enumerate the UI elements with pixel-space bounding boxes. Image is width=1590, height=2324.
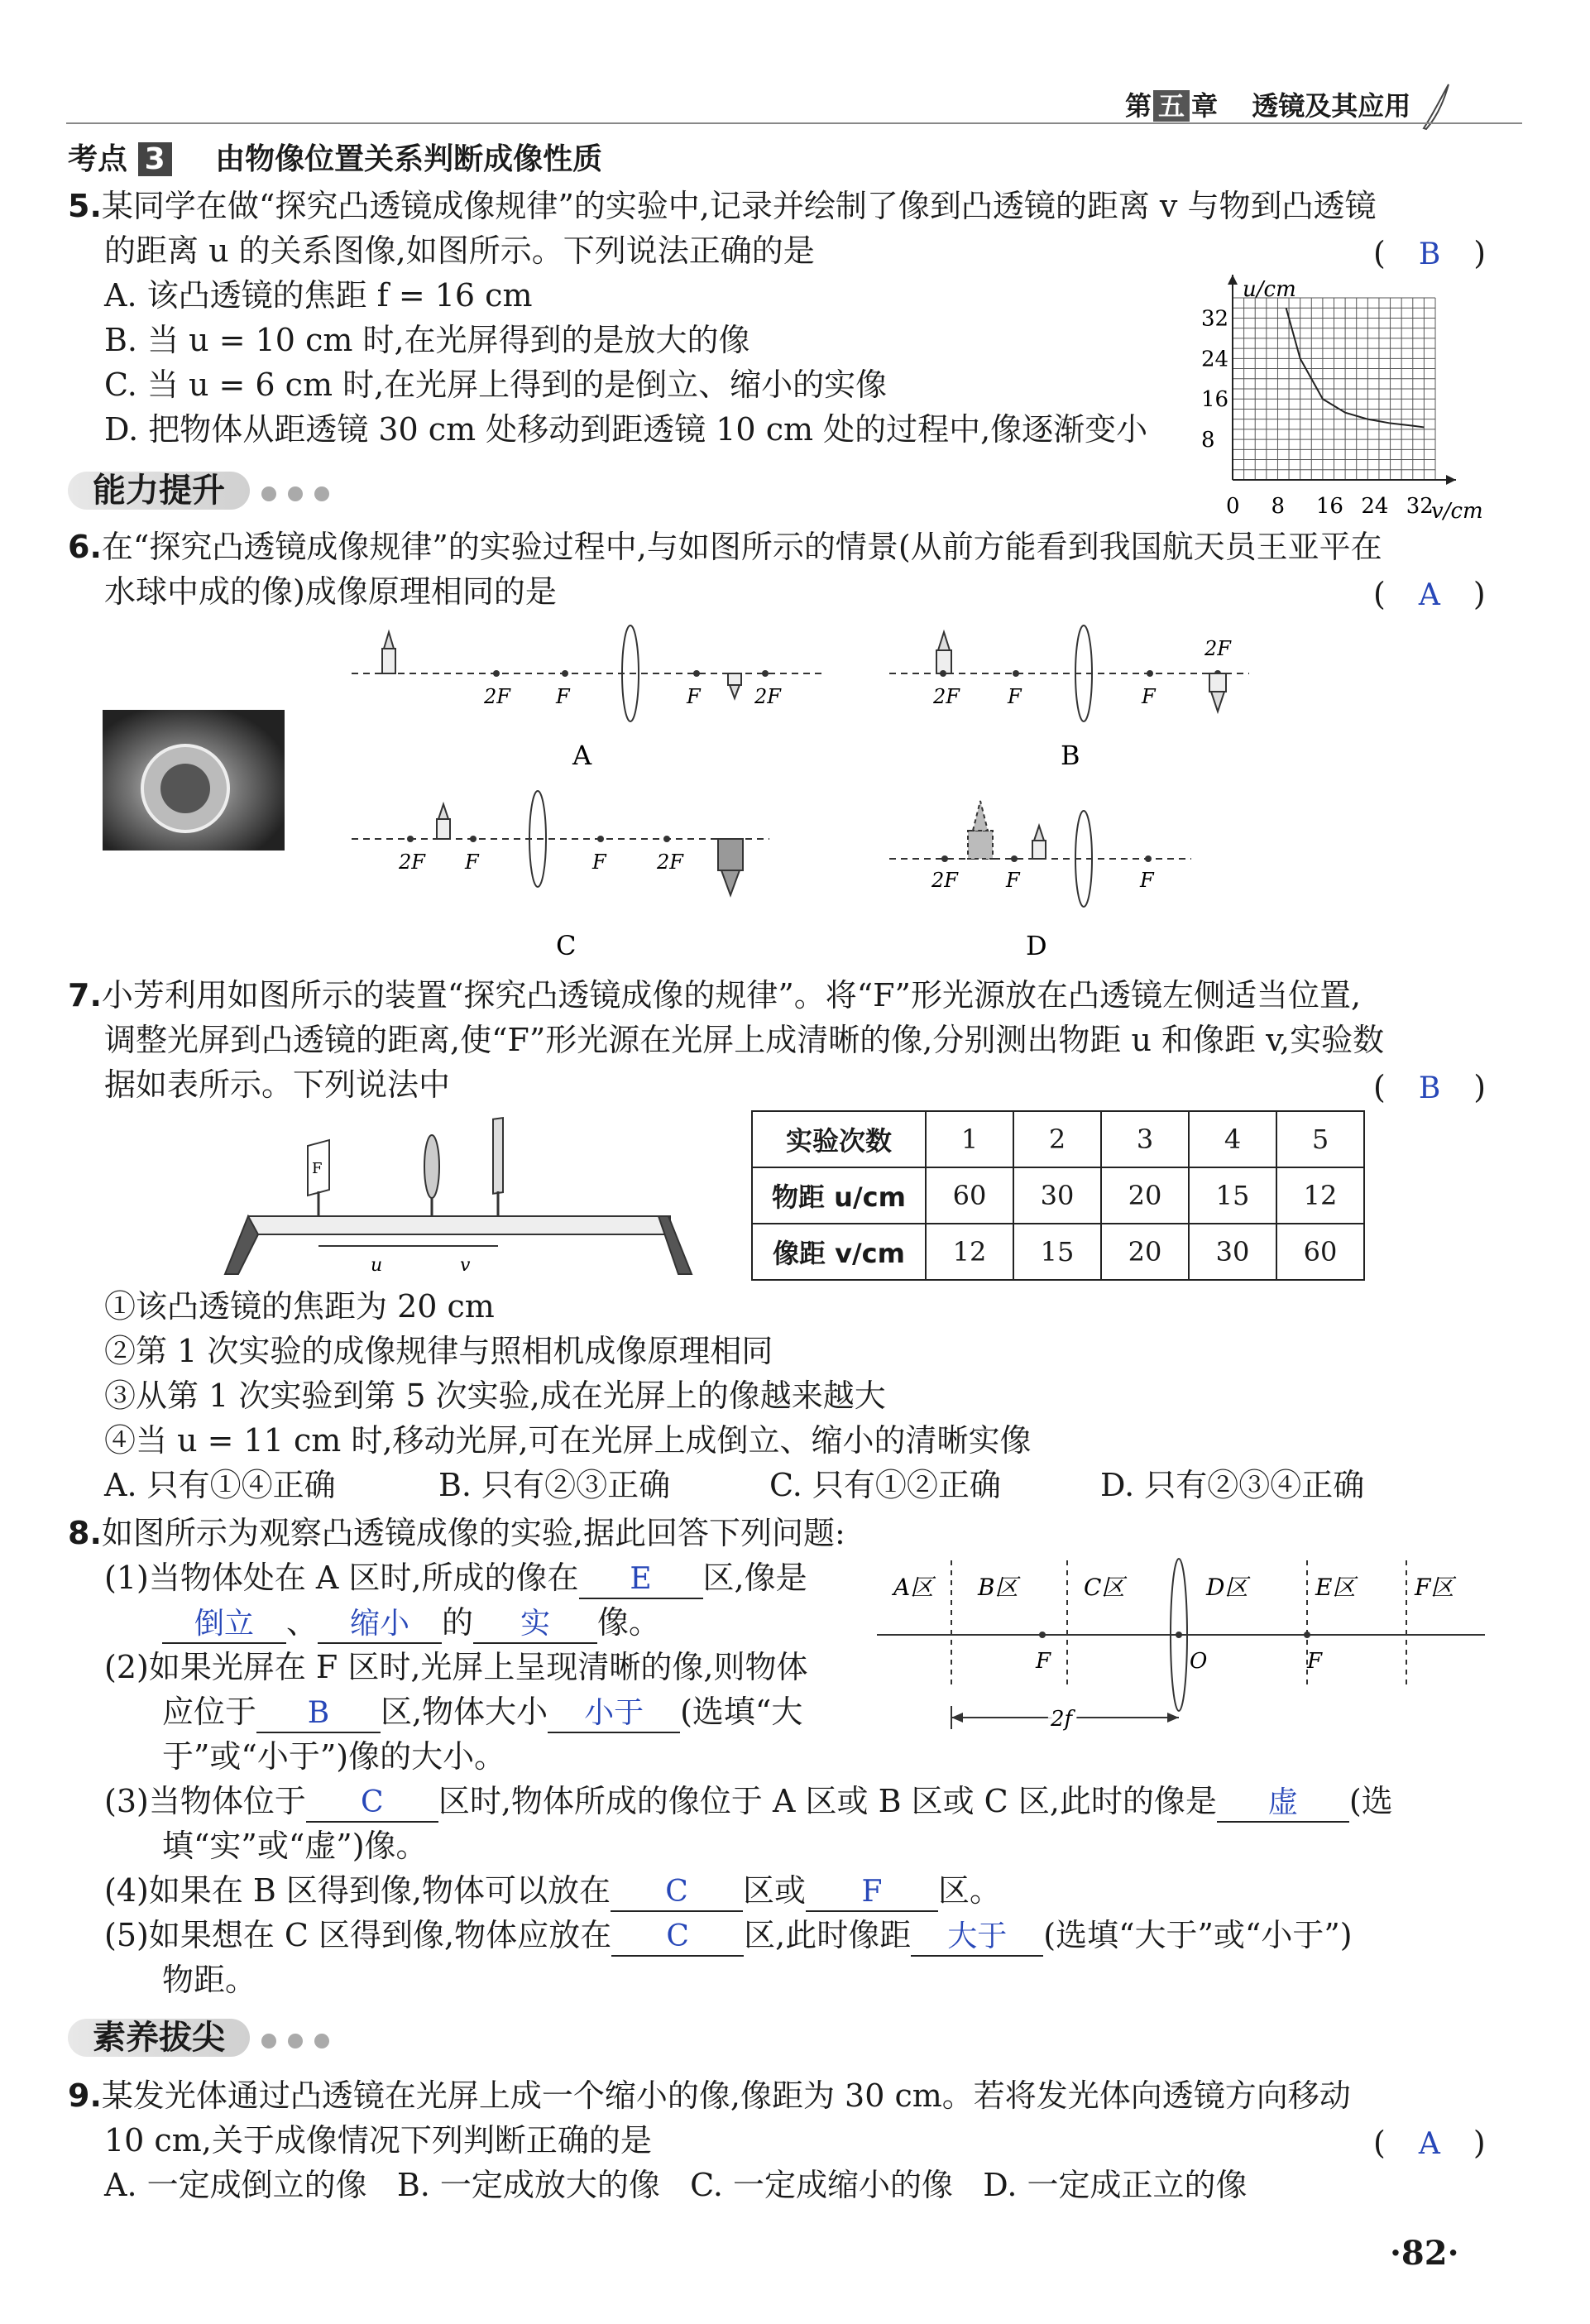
label-2f: 2F	[931, 869, 958, 892]
q8-part2-line2	[162, 1689, 802, 1734]
zone-label: A区	[893, 1574, 934, 1601]
q8-stem	[68, 1511, 845, 1555]
chart-xlabel: v/cm	[1431, 499, 1483, 521]
q6-answer-value: A	[1418, 578, 1440, 612]
ability-label: 能力提升	[68, 472, 250, 510]
chapter-suffix: 章	[1191, 90, 1219, 122]
section-label: 考点	[68, 142, 128, 176]
table-cell: 像距 v/cm	[752, 1224, 926, 1280]
y-tick-label: 32	[1201, 306, 1229, 332]
label-2f: 2F	[754, 685, 781, 708]
label-f: F	[556, 685, 570, 708]
q7-text1: 小芳利用如图所示的装置“探究凸透镜成像的规律”。将“F”形光源放在凸透镜左侧适当位置,	[101, 977, 1362, 1013]
section-ability	[68, 465, 329, 516]
header-rule	[66, 122, 1522, 124]
diagram-label-a: A	[572, 740, 592, 771]
q7-data-table	[751, 1110, 1365, 1281]
q9-answer: ( A )	[1373, 2125, 1486, 2161]
chart-ylabel: u/cm	[1243, 277, 1296, 302]
label-2f: 2F	[484, 685, 510, 708]
optical-bench	[215, 1109, 695, 1291]
q8-p1-text: 、	[286, 1604, 318, 1641]
zone-label: D区	[1206, 1574, 1248, 1601]
zone-label: F区	[1415, 1574, 1454, 1601]
label-f: F	[1036, 1649, 1051, 1674]
q5-answer: ( B )	[1373, 235, 1487, 271]
q7-statement-4: ④当 u = 11 cm 时,移动光屏,可在光屏上成倒立、缩小的清晰实像	[104, 1422, 1032, 1459]
q8-p2-text: (选填“大	[680, 1694, 803, 1730]
zone-label: B区	[978, 1574, 1018, 1601]
q5-option-c: C. 当 u = 6 cm 时,在光屏上得到的是倒立、缩小的实像	[104, 367, 888, 403]
q7-option-c: C. 只有①②正确	[769, 1467, 1001, 1503]
q5-option-a: A. 该凸透镜的焦距 f = 16 cm	[104, 277, 533, 314]
zone-label: C区	[1084, 1574, 1125, 1601]
q6-diagram-d	[885, 788, 1200, 970]
dot-icon	[288, 2034, 303, 2048]
q6-line2: 水球中成的像)成像原理相同的是	[104, 573, 557, 610]
q8-p2-text: 应位于	[162, 1694, 257, 1730]
q6-diagram-a	[347, 622, 827, 779]
q9-answer-value: A	[1418, 2127, 1440, 2161]
chapter-header	[1125, 83, 1453, 132]
quality-label: 素养拔尖	[68, 2019, 250, 2057]
x-tick-label: 16	[1315, 494, 1343, 519]
q9-text1: 某发光体通过凸透镜在光屏上成一个缩小的像,像距为 30 cm。若将发光体向透镜方向移动	[101, 2077, 1351, 2114]
q6-line1	[68, 525, 1382, 569]
q7-answer: ( B )	[1373, 1069, 1487, 1105]
q8-part2-line1: (2)如果光屏在 F 区时,光屏上呈现清晰的像,则物体	[104, 1649, 808, 1685]
label-u: u	[371, 1255, 383, 1276]
label-v: v	[460, 1255, 471, 1276]
q7-statement-3: ③从第 1 次实验到第 5 次实验,成在光屏上的像越来越大	[104, 1378, 886, 1414]
answer-blank: 倒立	[162, 1606, 286, 1644]
table-cell: 20	[1101, 1224, 1189, 1280]
answer-blank: 缩小	[318, 1606, 442, 1644]
q7-option-d: D. 只有②③④正确	[1100, 1467, 1365, 1503]
label-2f: 2F	[1204, 637, 1231, 660]
table-row	[752, 1111, 1364, 1167]
q8-part4	[104, 1868, 1001, 1913]
q8-number: 8.	[68, 1515, 102, 1551]
q5-line2: 的距离 u 的关系图像,如图所示。下列说法正确的是	[104, 232, 815, 269]
answer-blank: C	[306, 1785, 438, 1823]
q8-part3-line2: 填“实”或“虚”)像。	[162, 1828, 428, 1864]
q5-number: 5.	[68, 188, 102, 224]
label-2f: 2F	[399, 851, 425, 874]
answer-blank: E	[579, 1561, 703, 1599]
q6-text1: 在“探究凸透镜成像规律”的实验过程中,与如图所示的情景(从前方能看到我国航天员王亚平在	[101, 529, 1382, 565]
answer-blank: C	[611, 1874, 743, 1912]
table-cell: 2	[1013, 1111, 1101, 1167]
q9-options: A. 一定成倒立的像 B. 一定成放大的像 C. 一定成缩小的像 D. 一定成正立的像	[104, 2167, 1248, 2203]
f-light-source: F	[312, 1160, 323, 1177]
answer-blank: 实	[473, 1606, 597, 1644]
q8-p3-text: 区时,物体所成的像位于 A 区或 B 区或 C 区,此时的像是	[438, 1783, 1217, 1819]
q8-part2-line3: 于”或“小于”)像的大小。	[162, 1738, 506, 1775]
label-f: F	[1006, 869, 1020, 892]
chapter-number: 五	[1153, 90, 1190, 122]
y-tick-label: 16	[1201, 387, 1229, 413]
table-cell: 30	[1189, 1224, 1276, 1280]
table-cell: 1	[926, 1111, 1013, 1167]
x-tick-label: 0	[1226, 494, 1240, 519]
q8-p1-text: 的	[442, 1604, 474, 1641]
q6-answer: ( A )	[1373, 576, 1486, 612]
q9-number: 9.	[68, 2077, 102, 2114]
q8-part1-line2	[162, 1600, 660, 1645]
y-tick-label: 8	[1201, 428, 1215, 453]
y-axis-arrow	[1228, 275, 1238, 285]
diagram-label-b: B	[1061, 740, 1080, 771]
label-f: F	[465, 851, 479, 874]
q8-p1-text: (1)当物体处在 A 区时,所成的像在	[104, 1560, 579, 1596]
label-2f: 2F	[933, 685, 960, 708]
q6-number: 6.	[68, 529, 102, 565]
q7-option-b: B. 只有②③正确	[438, 1467, 671, 1503]
table-cell: 15	[1189, 1167, 1276, 1224]
q8-p2-text: 区,物体大小	[381, 1694, 548, 1730]
label-o: O	[1190, 1649, 1208, 1674]
x-tick-label: 32	[1406, 494, 1434, 519]
page-number: ·82·	[1390, 2234, 1459, 2273]
q8-part3-line1	[104, 1779, 1393, 1823]
q8-stem-text: 如图所示为观察凸透镜成像的实验,据此回答下列问题:	[101, 1515, 845, 1551]
table-cell: 实验次数	[752, 1111, 926, 1167]
table-cell: 12	[1276, 1167, 1364, 1224]
q8-zone-diagram	[877, 1552, 1489, 1742]
answer-blank: 虚	[1217, 1785, 1349, 1823]
table-cell: 3	[1101, 1111, 1189, 1167]
q6-diagram-b	[885, 622, 1257, 779]
table-cell: 5	[1276, 1111, 1364, 1167]
section-title: 由物像位置关系判断成像性质	[215, 142, 603, 176]
q8-p3-text: (3)当物体位于	[104, 1783, 306, 1819]
q5-line1	[68, 184, 1376, 228]
q8-p5-text: (5)如果想在 C 区得到像,物体应放在	[104, 1917, 612, 1953]
q8-p5-text: 区,此时像距	[744, 1917, 912, 1953]
q8-p4-text: 区或	[743, 1872, 807, 1909]
q7-option-a: A. 只有①④正确	[104, 1467, 336, 1503]
section-number: 3	[138, 142, 172, 176]
answer-blank: F	[806, 1874, 938, 1912]
dot-icon	[314, 486, 329, 501]
quill-icon	[1420, 83, 1453, 132]
q7-statement-1: ①该凸透镜的焦距为 20 cm	[104, 1288, 495, 1325]
q7-answer-value: B	[1418, 1071, 1441, 1105]
dot-icon	[261, 486, 276, 501]
dot-icon	[261, 2034, 276, 2048]
dot-icon	[314, 2034, 329, 2048]
q5-text1: 某同学在做“探究凸透镜成像规律”的实验中,记录并绘制了像到凸透镜的距离 v 与物到凸透镜	[101, 188, 1377, 224]
x-axis-arrow	[1446, 475, 1456, 485]
table-row	[752, 1167, 1364, 1224]
label-f: F	[1142, 685, 1156, 708]
table-row	[752, 1224, 1364, 1280]
table-cell: 60	[1276, 1224, 1364, 1280]
section-3-heading	[68, 137, 602, 182]
table-cell: 15	[1013, 1224, 1101, 1280]
q8-part5-line1	[104, 1913, 1353, 1957]
chapter-prefix: 第	[1125, 90, 1152, 122]
water-ball-photo	[103, 710, 285, 851]
q7-line3: 据如表所示。下列说法中	[104, 1066, 451, 1103]
q8-p1-text: 区,像是	[702, 1560, 807, 1596]
diagram-label-d: D	[1026, 930, 1047, 961]
label-f: F	[592, 851, 606, 874]
label-f: F	[1307, 1649, 1323, 1674]
q5-option-d: D. 把物体从距透镜 30 cm 处移动到距透镜 10 cm 处的过程中,像逐渐变小	[104, 411, 1148, 448]
answer-blank: B	[256, 1695, 381, 1733]
q7-line2: 调整光屏到凸透镜的距离,使“F”形光源在光屏上成清晰的像,分别测出物距 u 和像距 v,实验数	[104, 1022, 1385, 1058]
answer-blank: C	[611, 1919, 744, 1957]
q7-statement-2: ②第 1 次实验的成像规律与照相机成像原理相同	[104, 1333, 773, 1369]
label-2f: 2f	[1051, 1707, 1073, 1732]
table-cell: 12	[926, 1224, 1013, 1280]
zone-label: E区	[1315, 1574, 1356, 1601]
answer-blank: 小于	[548, 1695, 680, 1733]
q5-chart	[1183, 273, 1497, 521]
q8-p4-text: 区。	[938, 1872, 1002, 1909]
q7-line1	[68, 973, 1361, 1018]
q9-line2: 10 cm,关于成像情况下列判断正确的是	[104, 2122, 652, 2159]
y-tick-label: 24	[1201, 347, 1229, 372]
diagram-label-c: C	[556, 930, 577, 961]
table-cell: 物距 u/cm	[752, 1167, 926, 1224]
dot-icon	[288, 486, 303, 501]
q7-number: 7.	[68, 977, 102, 1013]
x-tick-label: 8	[1271, 494, 1285, 519]
table-cell: 60	[926, 1167, 1013, 1224]
label-2f: 2F	[657, 851, 683, 874]
q8-part5-line2: 物距。	[162, 1962, 257, 1998]
q5-option-b: B. 当 u = 10 cm 时,在光屏得到的是放大的像	[104, 322, 750, 358]
q8-p3-text: (选	[1348, 1783, 1393, 1819]
section-quality	[68, 2012, 329, 2063]
table-cell: 30	[1013, 1167, 1101, 1224]
q8-p4-text: (4)如果在 B 区得到像,物体可以放在	[104, 1872, 611, 1909]
q5-answer-value: B	[1418, 237, 1441, 271]
q8-part1-line1	[104, 1555, 807, 1600]
table-cell: 20	[1101, 1167, 1189, 1224]
label-f: F	[1140, 869, 1154, 892]
label-f: F	[687, 685, 701, 708]
q9-line1	[68, 2073, 1351, 2118]
x-tick-label: 24	[1361, 494, 1389, 519]
table-cell: 4	[1189, 1111, 1276, 1167]
q8-p5-text: (选填“大于”或“小于”)	[1043, 1917, 1353, 1953]
q8-p1-text: 像。	[597, 1604, 661, 1641]
label-f: F	[1008, 685, 1022, 708]
answer-blank: 大于	[911, 1919, 1043, 1957]
q6-diagram-c	[347, 788, 778, 970]
chapter-title: 透镜及其应用	[1252, 90, 1411, 122]
